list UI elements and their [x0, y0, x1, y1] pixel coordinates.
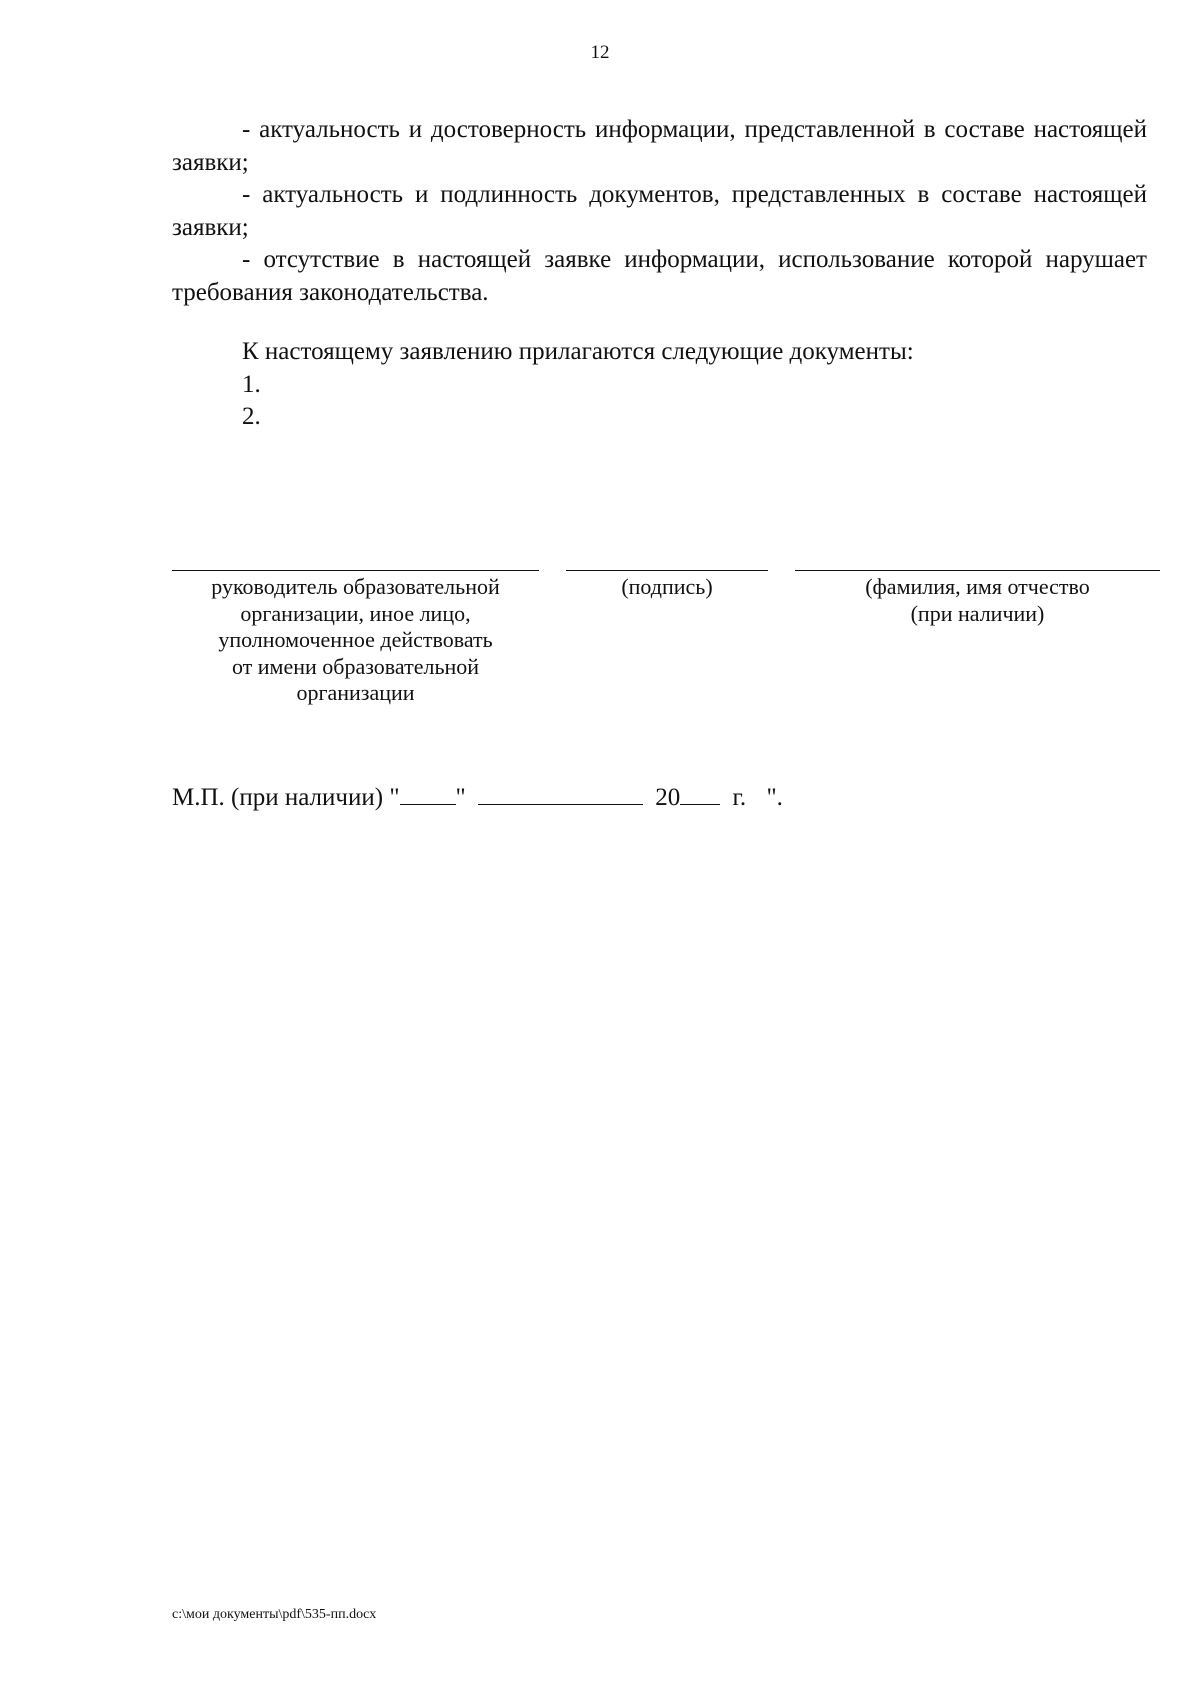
day-quote-close: " — [455, 784, 466, 811]
attachments-list — [172, 369, 1147, 434]
day-blank — [400, 780, 456, 805]
full-name-caption: (фамилия, имя отчество (при наличии) — [865, 574, 1090, 626]
attachment-item: 2. — [242, 403, 261, 430]
attachments-intro: К настоящему заявлению прилагаются следующие документы: — [242, 338, 914, 365]
year-suffix: г. — [732, 784, 747, 811]
stamp-date-row — [172, 780, 783, 814]
stamp-label: М.П. (при наличии) " — [172, 784, 400, 811]
paragraph-no-illegal-info: - отсутствие в настоящей заявке информации, использование которой нарушает требования законодательства. — [172, 246, 1147, 306]
signature-line — [566, 570, 768, 571]
year-blank — [680, 780, 720, 805]
body-text — [172, 114, 1147, 434]
footer-file-path: c:\мои документы\pdf\535-пп.docx — [172, 1607, 377, 1622]
year-prefix: 20 — [655, 784, 681, 811]
attachment-item: 1. — [242, 370, 261, 398]
paragraph-relevance-info: - актуальность и достоверность информации, представленной в составе настоящей заявки; — [172, 116, 1147, 176]
head-signature-caption: руководитель образовательной организации, иное лицо, уполномоченное действовать от имени образовательной организации — [211, 574, 500, 705]
month-blank — [478, 780, 643, 805]
page-number: 12 — [590, 42, 610, 63]
paragraph-authenticity-docs: - актуальность и подлинность документов, представленных в составе настоящей заявки; — [172, 181, 1147, 241]
stamp-closing: ". — [766, 784, 783, 811]
head-signature-line — [172, 570, 539, 571]
signature-caption: (подпись) — [621, 574, 713, 599]
full-name-line — [795, 570, 1160, 571]
